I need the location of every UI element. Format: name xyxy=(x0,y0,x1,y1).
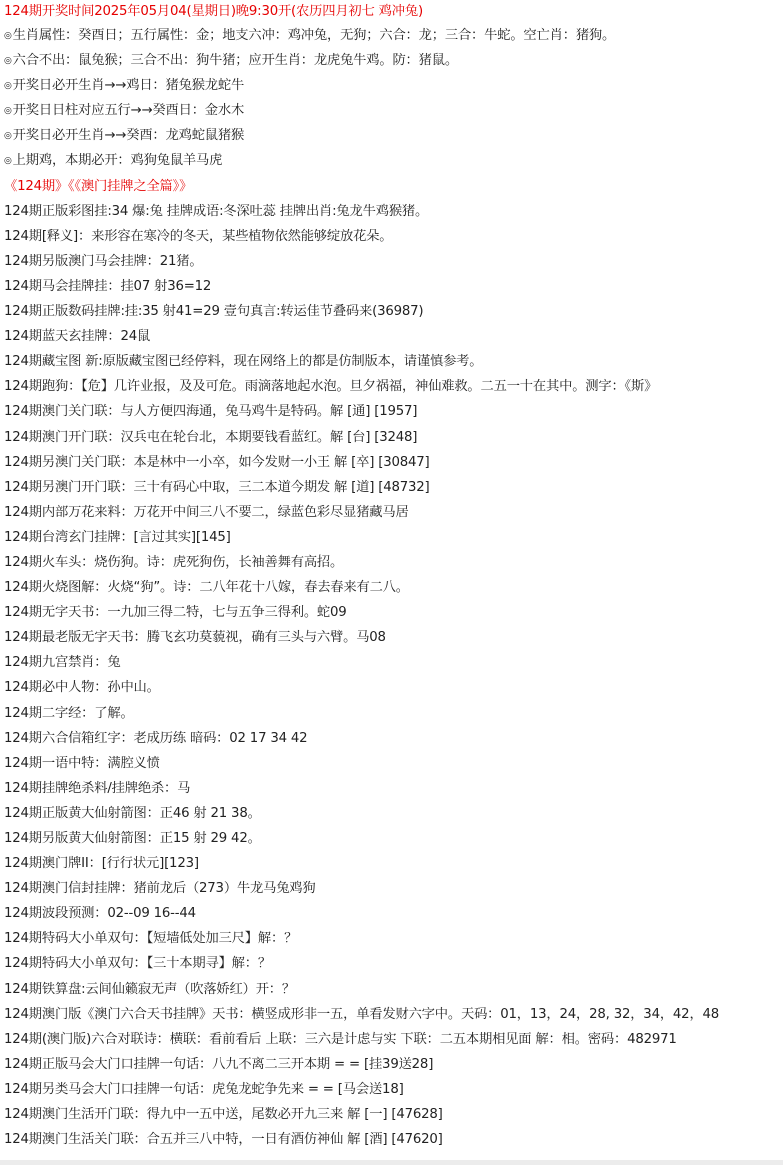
attribute-line: ◎生肖属性：癸酉日；五行属性：金；地支六冲：鸡冲兔，无狗；六合：龙；三合：牛蛇。空亡肖：猪狗。 xyxy=(4,28,616,43)
entry-line: 124期正版彩图挂:34 爆:兔 挂牌成语:冬深吐蕊 挂牌出肖:兔龙牛鸡猴猪。 xyxy=(4,203,429,219)
entry-line: 124期波段预测：02--09 16--44 xyxy=(4,906,196,922)
entry-line: 124期另版黄大仙射箭图：正15 射 29 42。 xyxy=(4,831,261,846)
entry-line: 124期澳门生活开门联：得九中一五中送，尾数必开九三来 解 [一] [47628] xyxy=(4,1107,443,1123)
bullet-icon: ◎ xyxy=(4,106,12,117)
attribute-line: ◎开奖日必开生肖→→鸡日：猪兔猴龙蛇牛 xyxy=(4,78,245,94)
entry-line: 124期澳门关门联：与人方便四海通，兔马鸡牛是特码。解 [通] [1957] xyxy=(4,404,418,420)
bullet-icon: ◎ xyxy=(4,31,12,41)
attribute-line: ◎开奖日日柱对应五行→→癸酉日：金水木 xyxy=(4,103,245,119)
entry-line: 124期另澳门关门联：本是林中一小卒，如今发财一小王 解 [卒] [30847] xyxy=(4,454,430,470)
section-title: 《124期》《《澳门挂牌之全篇》》 xyxy=(4,178,193,194)
attribute-list xyxy=(0,23,783,174)
entry-line: 124期澳门生活关门联：合五并三八中特，一日有酒仿神仙 解 [酒] [47620] xyxy=(4,1132,443,1148)
entry-line: 124期火烧图解：火烧“狗”。诗：二八年花十八嫁，春去春来有二八。 xyxy=(4,580,409,596)
entry-line: 124期澳门版《澳门六合天书挂牌》天书：横竖成形非一五，单看发财六字中。天码：01，13，24，28, 32，34，42，48 xyxy=(4,1006,720,1022)
entry-line: 124期另类马会大门口挂牌一句话：虎兔龙蛇争先来 = = [马会送18] xyxy=(4,1081,404,1097)
entry-line: 124期特码大小单双句：【短墙低处加三尺】解：？ xyxy=(4,931,298,947)
entry-line: 124期特码大小单双句：【三十本期寻】解：？ xyxy=(4,956,271,972)
entry-line: 124期一语中特：满腔义愤 xyxy=(4,755,160,771)
entry-line: 124期无字天书：一九加三得二特，七与五争三得利。蛇09 xyxy=(4,605,347,621)
entry-line: 124期最老版无字天书：腾飞玄功莫藐视，确有三头与六臂。马08 xyxy=(4,630,386,646)
entry-line: 124期六合信箱红字：老成历练 暗码：02 17 34 42 xyxy=(4,730,308,746)
entry-line: 124期内部万花来料：万花开中间三八不要二，绿蓝色彩尽显猪藏马居 xyxy=(4,504,409,520)
bullet-icon: ◎ xyxy=(4,156,12,167)
bullet-icon: ◎ xyxy=(4,81,12,92)
entry-line: 124期正版数码挂牌:挂:35 射41=29 壹句真言:转运佳节叠码来(36987) xyxy=(4,304,424,320)
attribute-line: ◎六合不出：鼠兔猴；三合不出：狗牛猪；应开生肖：龙虎兔牛鸡。防：猪鼠。 xyxy=(4,53,458,69)
entry-line: 124期澳门开门联：汉兵屯在轮台北，本期要钱看蓝红。解 [台] [3248] xyxy=(4,429,418,445)
entry-line: 124期跑狗：【危】几许业报，及及可危。雨滴落地起水泡。旦夕祸福，神仙难救。二五一十在其中。测字：《斯》 xyxy=(4,379,658,395)
entry-line: 124期正版黄大仙射箭图：正46 射 21 38。 xyxy=(4,805,261,821)
attribute-line: ◎开奖日必开生肖→→癸酉：龙鸡蛇鼠猪猴 xyxy=(4,128,245,144)
entry-line: 124期挂牌绝杀料/挂牌绝杀：马 xyxy=(4,780,191,796)
draw-time-header: 124期开奖时间2025年05月04(星期日)晚9:30开(农历四月初七 鸡冲兔) xyxy=(4,4,423,19)
entry-line: 124期二字经：了解。 xyxy=(4,705,134,721)
entry-line: 124期蓝天玄挂牌：24鼠 xyxy=(4,329,151,345)
entry-line: 124期另澳门开门联：三十有码心中取，三二本道今期发 解 [道] [48732] xyxy=(4,479,430,495)
entry-line: 124期(澳门版)六合对联诗：横联：看前看后 上联：三六是计虑与实 下联：二五本期相见面 解：相。密码：482971 xyxy=(4,1031,677,1047)
entry-line: 124期藏宝图 新:原版藏宝图已经停料，现在网络上的都是仿制版本，请谨慎参考。 xyxy=(4,354,483,370)
bullet-icon: ◎ xyxy=(4,56,12,67)
entry-line: 124期[释义]：来形容在寒冷的冬天，某些植物依然能够绽放花朵。 xyxy=(4,228,393,244)
horizontal-scrollbar[interactable] xyxy=(0,1160,783,1165)
entry-line: 124期必中人物：孙中山。 xyxy=(4,680,160,696)
entry-line: 124期火车头：烧伤狗。诗：虎死狗伤，长袖善舞有高招。 xyxy=(4,554,344,570)
entry-line: 124期正版马会大门口挂牌一句话：八九不离二三开本期 = = [挂39送28] xyxy=(4,1056,434,1072)
entry-line: 124期澳门信封挂牌：猪前龙后（273）牛龙马兔鸡狗 xyxy=(4,881,316,897)
entry-line: 124期铁算盘:云间仙籁寂无声（吹落娇红）开：？ xyxy=(4,981,295,997)
entry-line: 124期澳门牌II：[行行状元][123] xyxy=(4,856,199,872)
entry-list xyxy=(0,199,783,1153)
entry-line: 124期台湾玄门挂牌：[言过其实][145] xyxy=(4,529,231,545)
entry-line: 124期马会挂牌挂：挂07 射36=12 xyxy=(4,278,212,294)
entry-line: 124期九宫禁肖：兔 xyxy=(4,655,121,671)
attribute-line: ◎上期鸡，本期必开：鸡狗兔鼠羊马虎 xyxy=(4,153,223,169)
bullet-icon: ◎ xyxy=(4,131,12,142)
entry-line: 124期另版澳门马会挂牌：21猪。 xyxy=(4,253,203,269)
